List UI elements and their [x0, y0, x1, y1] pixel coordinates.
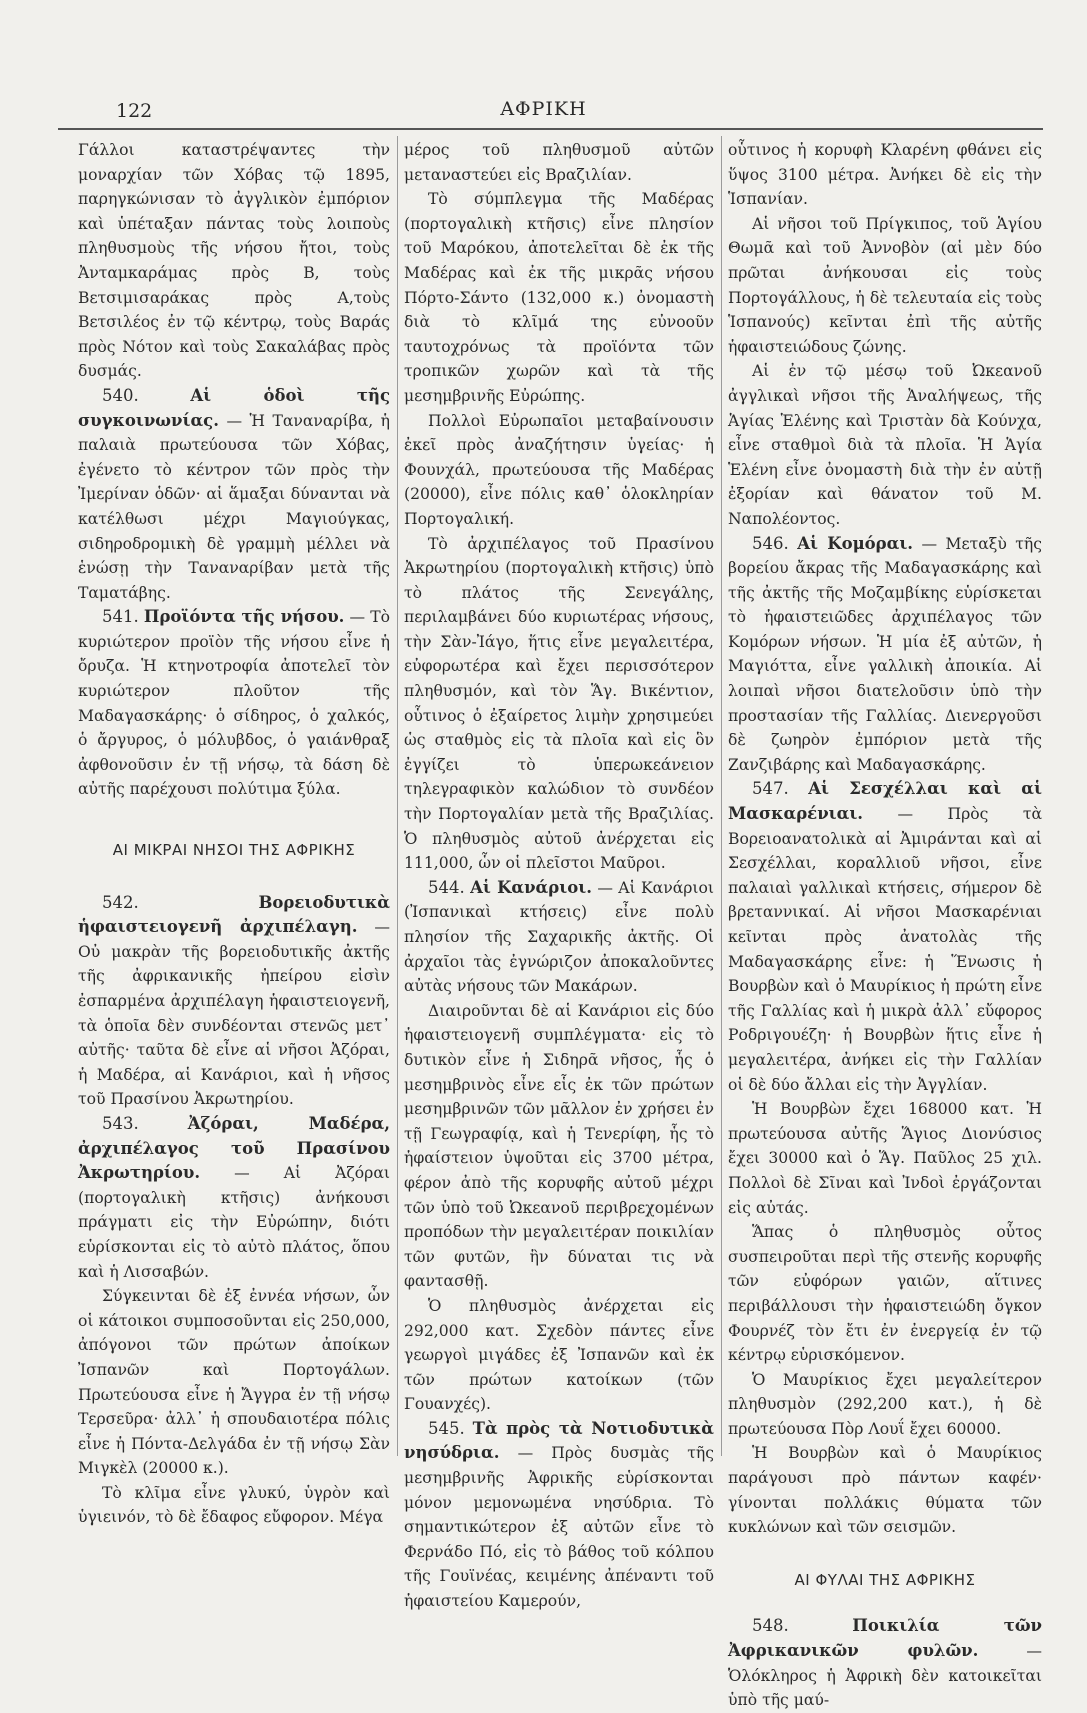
- section-title: Βορειοδυτικὰ ἡφαιστειογενῆ ἀρχιπέλαγη.: [78, 892, 390, 937]
- section-number: 540.: [102, 385, 139, 405]
- paragraph: Γάλλοι καταστρέψαντες τὴν μοναρχίαν τῶν Χόβας τῷ 1895, παρηγκώνισαν τὸ ἀγγλικὸν ἐμπόριον καὶ ὑπέταξαν πάντας τοὺς λοιποὺς πληθυσμοὺς τῆς νήσου ἤτοι, τοὺς Ἀνταμκαράμας πρὸς Β, τοὺς Βετσιμισαράκας πρὸς Α,τοὺς Βετσιλέος ἐν τῷ κέντρῳ, τοὺς Βαράς πρὸς Νότον καὶ τοὺς Σακαλάβας πρὸς δυσμάς.: [78, 141, 390, 381]
- paragraph: Διαιροῦνται δὲ αἱ Κανάριοι εἰς δύο ἡφαιστειογενῆ συμπλέγματα· εἰς τὸ δυτικὸν εἶνε ἡ Σιδηρᾶ νῆσος, ἧς ὁ μεσημβρινὸς εἶνε εἷς ἐκ τῶν πρώτων μεσημβρινῶν τῶν μᾶλλον ἐν χρήσει ἐν τῇ Γεωγραφίᾳ, καὶ ἡ Τενερίφη, ἧς τὸ ἡφαίστειον ὑψοῦται εἰς 3700 μέτρα, φέρον ἀπὸ τῆς κορυφῆς αὐτοῦ μέχρι τῶν ὑπὸ τοῦ Ὠκεανοῦ περιβρεχομένων προπόδων τὴν μεγαλειτέραν ποικιλίαν τῶν φυτῶν, ἣν δύναται τις νὰ φαντασθῇ.: [404, 1001, 714, 1291]
- section-number: 542.: [102, 892, 139, 912]
- section-number: 547.: [752, 779, 789, 799]
- section-text: — Ὁλόκληρος ἡ Ἀφρικὴ δὲν κατοικεῖται ὑπὸ τῆς μαύ-: [728, 1642, 1042, 1710]
- section-number: 541.: [102, 607, 139, 627]
- section-543: [78, 1112, 390, 1284]
- section-title: Ποικιλία τῶν Ἀφρικανικῶν φυλῶν.: [728, 1616, 1042, 1661]
- section-number: 543.: [102, 1113, 139, 1133]
- section-548: [728, 1614, 1042, 1712]
- paragraph: Ἡ Βουρβὼν καὶ ὁ Μαυρίκιος παράγουσι πρὸ πάντων καφέν· γίνονται πολλάκις θύματα τῶν κυκλώνων καὶ τῶν σεισμῶν.: [728, 1444, 1042, 1537]
- section-text: — Αἱ Ἀζόραι (πορτογαλικὴ κτῆσις) ἀνήκουσι πράγματι εἰς τὴν Εὐρώπην, διότι εὑρίσκονται εἰς τὸ αὐτὸ πλάτος, ὅπου καὶ ἡ Λισσαβών.: [78, 1164, 390, 1281]
- paragraph: Αἱ ἐν τῷ μέσῳ τοῦ Ὠκεανοῦ ἀγγλικαὶ νῆσοι τῆς Ἀναλήψεως, τῆς Ἁγίας Ἑλένης καὶ Τριστὰν δὰ Κούνχα, εἶνε σταθμοὶ διὰ τὰ πλοῖα. Ἡ Ἁγία Ἑλένη εἶνε ὀνομαστὴ διὰ τὴν ἐν αὐτῇ ἐξορίαν καὶ θάνατον τοῦ Μ. Ναπολέοντος.: [728, 362, 1042, 528]
- section-text: — Μεταξὺ τῆς βορείου ἄκρας τῆς Μαδαγασκάρης καὶ τῆς ἀκτῆς τῆς Μοζαμβίκης εὑρίσκεται τὸ ἡφαιστειῶδες ἀρχιπέλαγος τῶν Κομόρων νήσων. Ἡ μία ἐξ αὐτῶν, ἡ Μαγιόττα, εἶνε γαλλικὴ ἀποικία. Αἱ λοιπαὶ νῆσοι διατελοῦσιν ὑπὸ τὴν προστασίαν τῆς Γαλλίας. Διενεργοῦσι δὲ ζωηρὸν ἐμπόριον μετὰ τῆς Ζανζιβάρης καὶ Μαδαγασκάρης.: [728, 534, 1042, 774]
- section-title: Αἱ Κομόραι.: [797, 533, 914, 553]
- page-number: 122: [116, 100, 153, 122]
- section-text: — Οὐ μακρὰν τῆς βορειοδυτικῆς ἀκτῆς τῆς ἀφρικανικῆς ἠπείρου εἰσὶν ἐσπαρμένα ἀρχιπέλαγη ἡφαιστειογενῆ, τὰ ὁποῖα δὲν συνδέονται στενῶς μετ᾽ αὐτῆς· ταῦτα δὲ εἶνε αἱ νῆσοι Ἀζόραι, ἡ Μαδέρα, αἱ Κανάριοι, καὶ ἡ νῆσος τοῦ Πρασίνου Ἀκρωτηρίου.: [78, 918, 390, 1109]
- section-title: Τὰ πρὸς τὰ Νοτιοδυτικὰ νησύδρια.: [404, 1418, 714, 1463]
- paragraph: Ἡ Βουρβὼν ἔχει 168000 κατ. Ἡ πρωτεύουσα αὐτῆς Ἅγιος Διονύσιος ἔχει 30000 καὶ ὁ Ἅγ. Παῦλος 25 χιλ. Πολλοὶ δὲ Σῖναι καὶ Ἰνδοὶ ἐργάζονται εἰς αὐτάς.: [728, 1100, 1042, 1217]
- section-540: [78, 384, 390, 605]
- paragraph: Αἱ νῆσοι τοῦ Πρίγκιπος, τοῦ Ἁγίου Θωμᾶ καὶ τοῦ Ἀννοβὸν (αἱ μὲν δύο πρῶται ἀνήκουσαι εἰς τοὺς Πορτογάλλους, ἡ δὲ τελευταία εἰς τοὺς Ἱσπανούς) κεῖνται ἐπὶ τῆς αὐτῆς ἡφαιστειώδους ζώνης.: [728, 214, 1042, 356]
- section-542: [78, 891, 390, 1112]
- section-text: — Τὸ κυριώτερον προϊὸν τῆς νήσου εἶνε ἡ ὄρυζα. Ἡ κτηνοτροφία ἀποτελεῖ τὸν κυριώτερον πλοῦτον τῆς Μαδαγασκάρης· ὁ σίδηρος, ὁ χαλκός, ὁ ἄργυρος, ὁ μόλυβδος, ὁ γαιάνθραξ ἀφθονοῦσιν ἐν τῇ νήσῳ, τὰ δάση δὲ αὐτῆς παρέχουσι πολύτιμα ξύλα.: [78, 608, 390, 799]
- section-title: Αἱ Κανάριοι.: [470, 877, 592, 897]
- paragraph: μέρος τοῦ πληθυσμοῦ αὐτῶν μεταναστεύει εἰς Βραζιλίαν.: [404, 141, 714, 184]
- section-number: 544.: [428, 877, 465, 897]
- paragraph: Σύγκεινται δὲ ἐξ ἐννέα νήσων, ὧν οἱ κάτοικοι συμποσοῦνται εἰς 250,000, ἀπόγονοι τῶν πρώτων ἀποίκων Ἰσπανῶν καὶ Πορτογάλων. Πρωτεύουσα εἶνε ἡ Ἄγγρα ἐν τῇ νήσῳ Τερσεῦρα· ἀλλ᾽ ἡ σπουδαιοτέρα πόλις εἶνε ἡ Πόντα-Δελγάδα ἐν τῇ νήσῳ Σὰν Μιγκὲλ (20000 κ.).: [78, 1287, 390, 1478]
- chapter-heading: ΑΙ ΦΥΛΑΙ ΤΗΣ ΑΦΡΙΚΗΣ: [794, 1570, 976, 1589]
- paragraph: Τὸ κλῖμα εἶνε γλυκύ, ὑγρὸν καὶ ὑγιεινόν, τὸ δὲ ἔδαφος εὔφορον. Μέγα: [78, 1483, 390, 1527]
- column-separator: [721, 136, 722, 1456]
- section-number: 546.: [752, 533, 789, 553]
- paragraph: Πολλοὶ Εὐρωπαῖοι μεταβαίνουσιν ἐκεῖ πρὸς ἀναζήτησιν ὑγείας· ἡ Φουνχάλ, πρωτεύουσα τῆς Μαδέρας (20000), εἶνε πόλις καθ᾽ ὁλοκληρίαν Πορτογαλική.: [404, 411, 714, 528]
- section-title: Προϊόντα τῆς νήσου.: [143, 607, 345, 627]
- section-547: [728, 777, 1042, 1097]
- column-2: [404, 138, 714, 1614]
- chapter-heading: ΑΙ ΜΙΚΡΑΙ ΝΗΣΟΙ ΤΗΣ ΑΦΡΙΚΗΣ: [112, 841, 356, 860]
- section-title: Αἱ Σεσχέλλαι καὶ αἱ Μασκαρένιαι.: [728, 779, 1042, 824]
- section-545: [404, 1417, 714, 1614]
- section-546: [728, 532, 1042, 778]
- section-text: — Πρὸς δυσμὰς τῆς μεσημβρινῆς Ἀφρικῆς εὑρίσκονται μόνον μεμονωμένα νησύδρια. Τὸ σημαντικώτερον ἐξ αὐτῶν εἶνε τὸ Φερνάδο Πό, εἰς τὸ βάθος τοῦ κόλπου τῆς Γουϊνέας, κειμένης ἀπέναντι τοῦ ἡφαιστείου Καμερούν,: [404, 1444, 714, 1611]
- section-number: 545.: [428, 1418, 465, 1438]
- header-rule: [58, 128, 1043, 130]
- section-544: [404, 876, 714, 999]
- paragraph: Ὁ Μαυρίκιος ἔχει μεγαλείτερον πληθυσμὸν (292,200 κατ.), ἡ δὲ πρωτεύουσα Πὸρ Λουΐ ἔχει 60000.: [728, 1370, 1042, 1438]
- section-number: 548.: [752, 1616, 789, 1636]
- paragraph: Ἅπας ὁ πληθυσμὸς οὗτος συσπειροῦται περὶ τῆς στενῆς κορυφῆς τῶν εὐφόρων γαιῶν, αἵτινες περιβάλλουσι τὴν ἡφαιστειώδη ὄγκον Φουρνέζ τὸν ἔτι ἐν ἐνεργείᾳ ἐν τῷ κέντρῳ εὑρισκόμενον.: [728, 1223, 1042, 1365]
- section-title: Ἀζόραι, Μαδέρα, ἀρχιπέλαγος τοῦ Πρασίνου Ἀκρωτηρίου.: [78, 1113, 390, 1183]
- section-541: [78, 605, 390, 802]
- section-title: Αἱ ὁδοὶ τῆς συγκοινωνίας.: [78, 385, 390, 430]
- column-3: [728, 138, 1042, 1713]
- section-text: — Ἡ Ταναναρίβα, ἡ παλαιὰ πρωτεύουσα τῶν Χόβας, ἐγένετο τὸ κέντρον τῶν πρὸς τὴν Ἰμερίναν ὁδῶν· αἱ ἅμαξαι δύνανται νὰ κατέλθωσι μέχρι Μαγιούγκας, σιδηροδρομικὴ δὲ γραμμὴ μέλλει νὰ ἑνώσῃ τὴν Ταναναρίβαν μετὰ τῆς Ταματάβης.: [78, 411, 390, 602]
- paragraph: Τὸ ἀρχιπέλαγος τοῦ Πρασίνου Ἀκρωτηρίου (πορτογαλικὴ κτῆσις) ὑπὸ τὸ πλάτος τῆς Σενεγάλης, περιλαμβάνει δύο κυριωτέρας νήσους, τὴν Σὰν-Ἰάγο, ἥτις εἶνε μεγαλειτέρα, εὐφορωτέρα καὶ ἔχει περισσότερον πληθυσμόν, καὶ τὸν Ἅγ. Βικέντιον, οὗτινος ὁ ἐξαίρετος λιμὴν χρησιμεύει ὡς σταθμὸς εἰς τὰ πλοῖα καὶ εἰς ὃν ἐγγίζει τὸ ὑπερωκεάνειον τηλεγραφικὸν καλώδιον τὸ συνδέον τὴν Πορτογαλίαν μετὰ τῆς Βραζιλίας. Ὁ πληθυσμὸς αὐτοῦ ἀνέρχεται εἰς 111,000, ὧν οἱ πλεῖστοι Μαῦροι.: [404, 534, 714, 873]
- paragraph: Τὸ σύμπλεγμα τῆς Μαδέρας (πορτογαλικὴ κτῆσις) εἶνε πλησίον τοῦ Μαρόκου, ἀποτελεῖται δὲ ἐκ τῆς Μαδέρας καὶ ἐκ τῆς μικρᾶς νήσου Πόρτο-Σάντο (132,000 κ.) ὀνομαστὴ διὰ τὸ κλῖμά της εὐνοοῦν ταυτοχρόνως τὰ προϊόντα τῶν τροπικῶν χωρῶν καὶ τὰ τῆς μεσημβρινῆς Εὐρώπης.: [404, 190, 714, 405]
- section-text: — Πρὸς τὰ Βορειοανατολικὰ αἱ Ἀμιράνται καὶ αἱ Σεσχέλλαι, κοραλλιοῦ νῆσοι, εἶνε παλαιαὶ γαλλικαὶ κτήσεις, σήμερον δὲ βρεταννικαί. Αἱ νῆσοι Μασκαρένιαι κεῖνται πρὸς ἀνατολὰς τῆς Μαδαγασκάρης εἶνε: ἡ Ἕνωσις ἡ Βουρβὼν καὶ ὁ Μαυρίκιος ἡ πρώτη εἶνε τῆς Γαλλίας καὶ ἡ μικρὰ ἀλλ᾽ εὔφορος Ροδριγουέζη· ἡ Βουρβὼν ἥτις εἶνε ἡ μεγαλειτέρα, ἀνήκει εἰς τὴν Γαλλίαν οἱ δὲ δύο ἄλλαι εἰς τὴν Ἀγγλίαν.: [728, 805, 1042, 1094]
- paragraph: οὗτινος ἡ κορυφὴ Κλαρένη φθάνει εἰς ὕψος 3100 μέτρα. Ἀνήκει δὲ εἰς τὴν Ἱσπανίαν.: [728, 141, 1042, 209]
- column-1: [78, 138, 390, 1530]
- paragraph: Ὁ πληθυσμὸς ἀνέρχεται εἰς 292,000 κατ. Σχεδὸν πάντες εἶνε γεωργοὶ μιγάδες ἐξ Ἰσπανῶν καὶ ἐκ τῶν πρώτων κατοίκων (τῶν Γουανχές).: [404, 1296, 714, 1414]
- running-head: ΑΦΡΙΚΗ: [500, 98, 587, 120]
- section-text: — Αἱ Κανάριοι (Ἰσπανικαὶ κτήσεις) εἶνε πολὺ πλησίον τῆς Σαχαρικῆς ἀκτῆς. Οἱ ἀρχαῖοι τὰς ἐγνώριζον ἀποκαλοῦντες αὐτὰς νήσους τῶν Μακάρων.: [404, 878, 715, 996]
- column-separator: [397, 136, 398, 1456]
